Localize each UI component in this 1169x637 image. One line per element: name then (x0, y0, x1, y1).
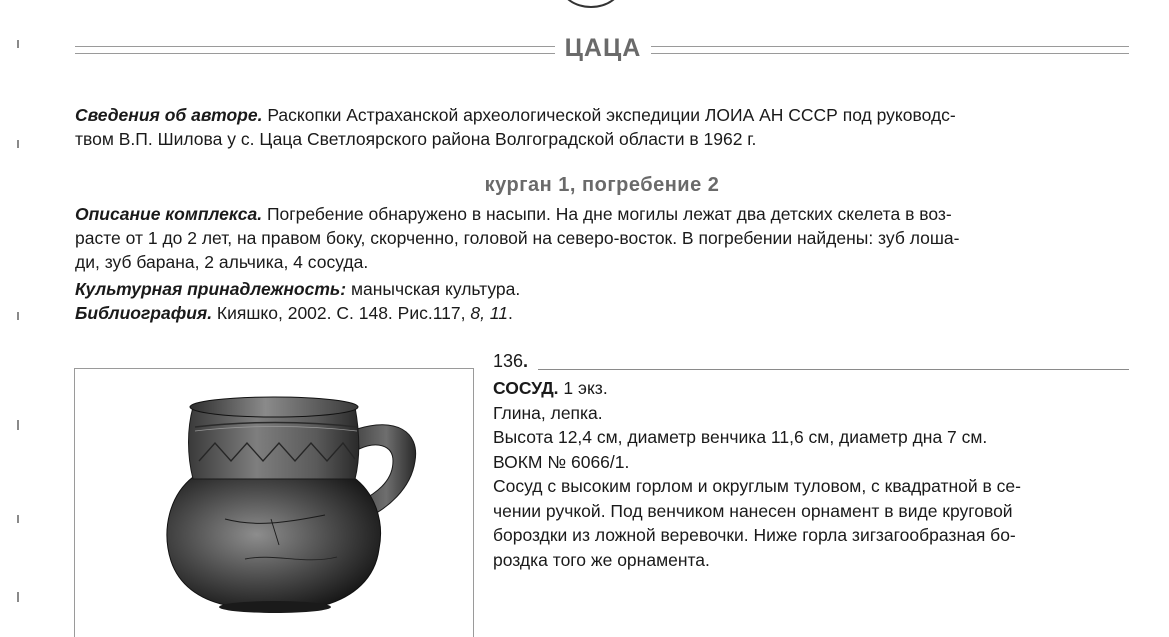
culture-paragraph (75, 277, 1129, 301)
header-rule-left (75, 46, 555, 54)
header-rule-right (651, 46, 1129, 54)
page-title: ЦАЦА (564, 34, 642, 62)
margin-mark (17, 140, 19, 148)
margin-mark (17, 40, 19, 48)
vessel-photo (75, 369, 473, 637)
entry-number (493, 351, 528, 372)
vessel-photo-frame (74, 368, 474, 637)
entry-number-value: 136 (493, 351, 524, 371)
bibliography-paragraph (75, 301, 1129, 325)
description-paragraph (75, 202, 1129, 274)
bibliography-figures: 8, 11 (470, 303, 508, 323)
entry-description-line1: Сосуд с высоким горлом и округлым туловом, с квадратной в се- (493, 476, 1021, 496)
author-paragraph (75, 103, 1129, 151)
bibliography-text: Кияшко, 2002. С. 148. Рис.117, (212, 303, 471, 323)
description-text-line2: расте от 1 до 2 лет, на правом боку, скорченно, головой на северо-восток. В погребении найдены: зуб лоша- (75, 228, 960, 248)
entry-description-line3: бороздки из ложной веревочки. Ниже горла зигзагообразная бо- (493, 525, 1016, 545)
entry-description-line2: чении ручкой. Под венчиком нанесен орнамент в виде круговой (493, 500, 1013, 521)
entry-description-line4: роздка того же орнамента. (493, 549, 710, 570)
culture-text: манычская культура. (346, 279, 521, 299)
section-title: курган 1, погребение 2 (484, 174, 720, 196)
entry-number-dot: . (523, 351, 529, 371)
author-lead: Сведения об авторе. (75, 105, 263, 125)
author-text-line1: Раскопки Астраханской археологической экспедиции ЛОИА АН СССР под руководс- (262, 105, 956, 125)
entry-dimensions: Высота 12,4 см, диаметр венчика 11,6 см, диаметр дна 7 см. (493, 427, 988, 447)
culture-lead: Культурная принадлежность: (75, 279, 347, 299)
entry-inventory: ВОКМ № 6066/1. (493, 451, 630, 472)
entry-description (493, 474, 1129, 572)
author-text-line2: твом В.П. Шилова у с. Цаца Светлоярского района Волгоградской области в 1962 г. (75, 129, 757, 149)
margin-mark (17, 592, 19, 602)
margin-mark (17, 312, 19, 320)
bibliography-end: . (507, 303, 513, 323)
margin-mark (17, 420, 19, 430)
entry-name-line (493, 376, 1133, 401)
entry-name: СОСУД. (493, 378, 559, 398)
bibliography-lead: Библиография. (75, 303, 213, 323)
description-text-line1: Погребение обнаружено в насыпи. На дне могилы лежат два детских скелета в воз- (262, 204, 952, 224)
entry-count: 1 экз. (558, 378, 608, 398)
entry-material: Глина, лепка. (493, 402, 603, 423)
top-ornament (560, 0, 622, 8)
description-text-line3: ди, зуб барана, 2 альчика, 4 сосуда. (75, 252, 369, 272)
description-lead: Описание комплекса. (75, 204, 263, 224)
margin-mark (17, 515, 19, 523)
entry-rule (538, 369, 1129, 370)
